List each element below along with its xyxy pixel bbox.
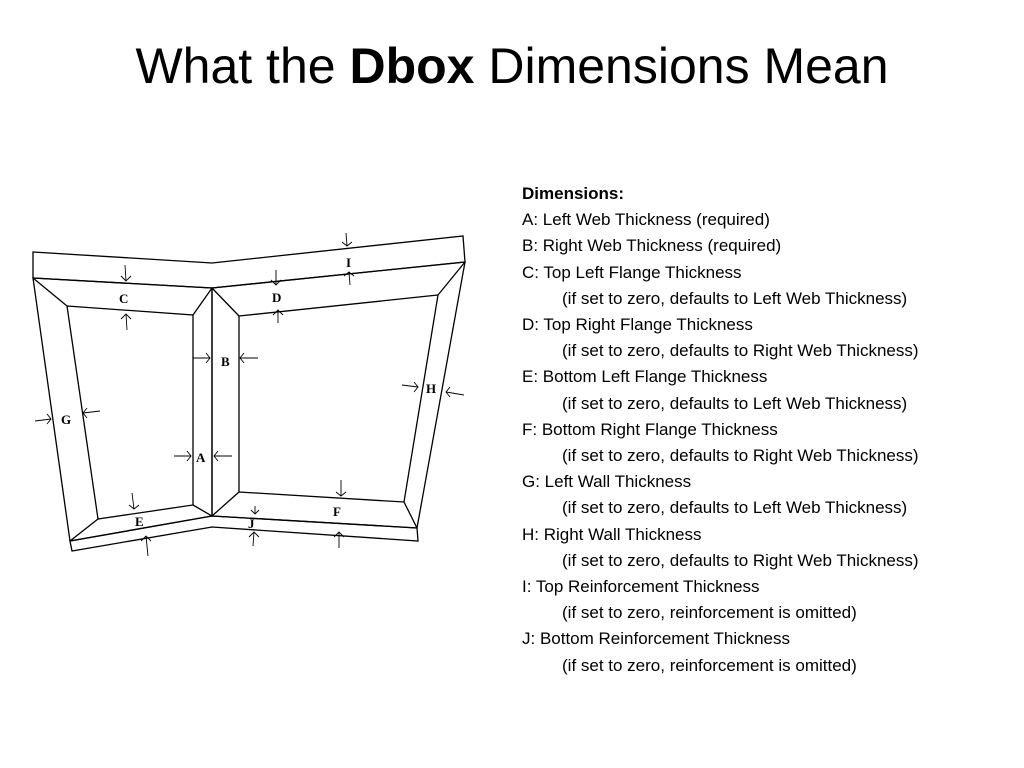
dimension-e: E: Bottom Left Flange Thickness [522,367,768,387]
dimension-g-note: (if set to zero, defaults to Left Web Thickness) [562,498,908,518]
label-h: H [426,381,437,396]
label-f: F [333,504,341,519]
dimension-d: D: Top Right Flange Thickness [522,315,753,335]
dimension-i: I: Top Reinforcement Thickness [522,577,760,597]
label-g: G [61,412,72,427]
label-c: C [119,291,129,306]
top-reinforcement-plate [33,236,465,288]
dimension-c-note: (if set to zero, defaults to Left Web Thickness) [562,288,908,308]
title-prefix: What the [135,38,350,94]
dimension-d-note: (if set to zero, defaults to Right Web Thickness) [562,341,919,361]
dimension-e-note: (if set to zero, defaults to Left Web Thickness) [562,393,908,413]
dimension-f-note: (if set to zero, defaults to Right Web Thickness) [562,446,919,466]
dimension-h: H: Right Wall Thickness [522,524,702,544]
label-i: I [346,255,352,270]
bottom-reinforcement-plate [70,516,418,551]
title-bold-word: Dbox [349,38,475,94]
dimension-f: F: Bottom Right Flange Thickness [522,419,778,439]
label-e: E [135,514,144,529]
dimension-a: A: Left Web Thickness (required) [522,210,770,230]
dimension-b: B: Right Web Thickness (required) [522,236,782,256]
title-suffix: Dimensions Mean [474,38,889,94]
dimension-c: C: Top Left Flange Thickness [522,262,742,282]
right-box-inner [239,295,438,502]
dimensions-list [522,181,919,679]
label-j: J [248,516,255,531]
label-a: A [196,450,206,465]
dimension-j: J: Bottom Reinforcement Thickness [522,629,791,649]
dimension-j-note: (if set to zero, reinforcement is omitted) [562,655,857,675]
label-b: B [221,354,230,369]
corner-lines [33,262,465,541]
dimensions-heading: Dimensions: [522,184,625,203]
dimension-g: G: Left Wall Thickness [522,472,692,492]
label-d: D [272,290,282,305]
dimension-h-note: (if set to zero, defaults to Right Web Thickness) [562,550,919,570]
dimension-i-note: (if set to zero, reinforcement is omitted) [562,603,857,623]
